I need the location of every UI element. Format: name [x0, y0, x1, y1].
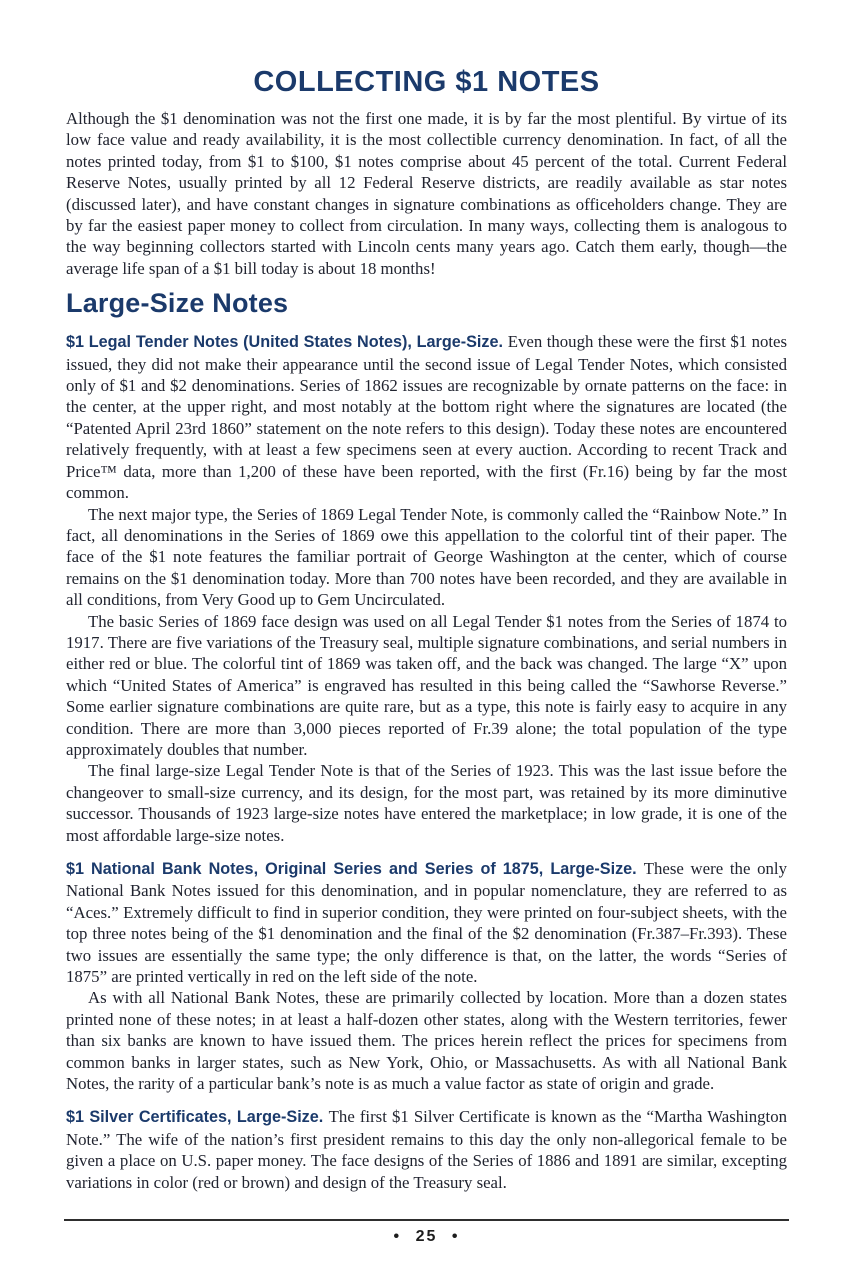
- page-footer: [64, 1219, 789, 1246]
- sections-container: [66, 331, 787, 1193]
- section-heading-large-size-notes: Large-Size Notes: [66, 288, 289, 319]
- footer-rule: [64, 1219, 789, 1221]
- section-paragraph-lead: $1 National Bank Notes, Original Series and Series of 1875, Large-Size. These were the only National Bank Notes issued for this denomination, and in popular nomenclature, they are referred to as “Aces.” Extremely difficult to find in superior condition, they were printed on four-subject sheets, with the top three notes being of the $1 denomination and the final of the $2 denomination (Fr.387–Fr.393). These two issues are essentially the same type; the only difference is that, on the latter, the words “Series of 1875” are printed vertically in red on the left side of the note.: [66, 859, 787, 987]
- page-title: COLLECTING $1 NOTES: [253, 66, 600, 98]
- intro-paragraph: Although the $1 denomination was not the first one made, it is by far the most plentiful. By virtue of its low face value and ready availability, it is the most collectible currency denomination. In fact, of all the notes printed today, from $1 to $100, $1 notes comprise about 45 percent of the total. Current Federal Reserve Notes, usually printed by all 12 Federal Reserve districts, are readily available as star notes (discussed later), and have constant changes in signature combinations as officeholders change. They are by far the easiest paper money to collect from circulation. In many ways, collecting them is analogous to the way beginning collectors started with Lincoln cents many years ago. Catch them early, though—the average life span of a $1 bill today is about 18 months!: [66, 109, 787, 278]
- section-paragraph-lead: $1 Silver Certificates, Large-Size. The first $1 Silver Certificate is known as the “Martha Washington Note.” The wife of the nation’s first president remains to this day the only non-allegorical female to be given a place on U.S. paper money. The face designs of the Series of 1886 and 1891 are similar, excepting variations in color (red or brown) and design of the Treasury seal.: [66, 1107, 787, 1192]
- section-paragraph: The next major type, the Series of 1869 Legal Tender Note, is commonly called the “Rainbow Note.” In fact, all denominations in the Series of 1869 owe this appellation to the colorful tint of their paper. The face of the $1 note features the familiar portrait of George Washington at the center, which of course remains on the $1 denomination today. More than 700 notes have been recorded, and they are available in all conditions, from Very Good up to Gem Uncirculated.: [66, 504, 787, 610]
- section-paragraph: The final large-size Legal Tender Note is that of the Series of 1923. This was the last issue before the changeover to small-size currency, and its design, for the most part, was retained by its more diminutive successor. Thousands of 1923 large-size notes have entered the marketplace; in low grade, it is one of the most affordable large-size notes.: [66, 761, 787, 845]
- section-paragraph: As with all National Bank Notes, these are primarily collected by location. More than a dozen states printed none of these notes; in at least a half-dozen other states, along with the Western territories, fewer than six banks are known to have issued them. The prices herein reflect the prices for specimens from common banks in larger states, such as New York, Ohio, or Massachusetts. As with all National Bank Notes, the rarity of a particular bank’s note is as much a value factor as state of origin and grade.: [66, 988, 787, 1094]
- section-lead-label: $1 Legal Tender Notes (United States Notes), Large-Size.: [66, 333, 508, 352]
- section-lead-label: $1 National Bank Notes, Original Series and Series of 1875, Large-Size.: [66, 860, 644, 878]
- section-paragraph-lead: $1 Legal Tender Notes (United States Notes), Large-Size. Even though these were the first $1 notes issued, they did not make their appearance until the second issue of Legal Tender Notes, which consisted only of $1 and $2 denominations. Series of 1862 issues are recognizable by ornate patterns on the face: in the center, at the upper right, and most notably at the bottom right where the signatures are located (the “Patented April 23rd 1860” statement on the note refers to this design). Today these notes are encountered relatively frequently, with at least a few specimens seen at every auction. According to recent Track and Price™ data, more than 1,200 of these have been reported, with the first (Fr.16) being by far the most common.: [66, 332, 787, 503]
- page-number: • 25 •: [393, 1228, 460, 1245]
- section-paragraph: The basic Series of 1869 face design was used on all Legal Tender $1 notes from the Series of 1874 to 1917. There are five variations of the Treasury seal, multiple signature combinations, and serial numbers in either red or blue. The colorful tint of 1869 was taken off, and the back was changed. The large “X” upon which “United States of America” is engraved has resulted in this being called the “Sawhorse Reverse.” Some earlier signature combinations are quite rare, but as a type, this note is fairly easy to acquire in any condition. There are more than 3,000 pieces reported of Fr.39 alone; the total population of the type approximately doubles that number.: [66, 611, 787, 759]
- section-lead-label: $1 Silver Certificates, Large-Size.: [66, 1108, 329, 1127]
